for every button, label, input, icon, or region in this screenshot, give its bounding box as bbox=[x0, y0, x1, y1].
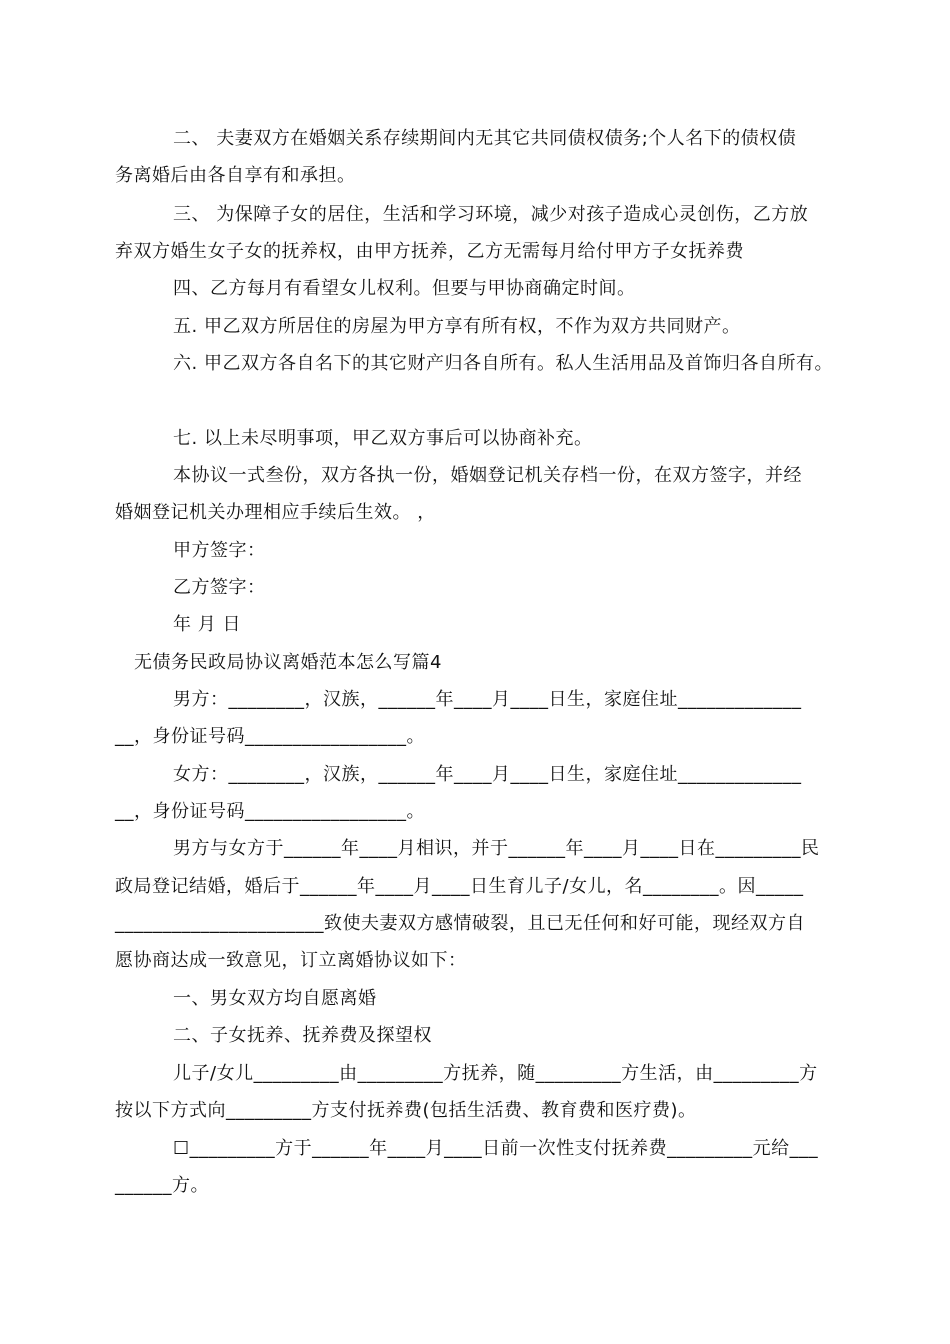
custody-line-2: 按以下方式向_________方支付抚养费(包括生活费、教育费和医疗费)。 bbox=[115, 1100, 697, 1121]
party-b-signature: 乙方签字： bbox=[173, 577, 266, 598]
item-one: 一、男女双方均自愿离婚 bbox=[173, 988, 377, 1009]
custody-line-1: 儿子/女儿_________由_________方抚养，随_________方生活，由_________方 bbox=[173, 1063, 818, 1084]
clause-seven: 七. 以上未尽明事项，甲乙双方事后可以协商补充。 bbox=[173, 428, 593, 449]
party-a-signature: 甲方签字： bbox=[173, 540, 266, 561]
marriage-history-line-2: 政局登记结婚，婚后于______年____月____日生育儿子/女儿，名________。因_____ bbox=[115, 876, 804, 897]
woman-info-line-1: 女方：________，汉族，______年____月____日生，家庭住址_____________ bbox=[173, 764, 802, 785]
item-two-heading: 二、子女抚养、抚养费及探望权 bbox=[173, 1025, 432, 1046]
man-info-line-1: 男方：________，汉族，______年____月____日生，家庭住址_____________ bbox=[173, 689, 802, 710]
man-info-line-2: __，身份证号码_________________。 bbox=[115, 726, 425, 747]
section-title: 无债务民政局协议离婚范本怎么写篇4 bbox=[134, 652, 442, 673]
support-payment-line-1: ☐_________方于______年____月____日前一次性支付抚养费_________元给___ bbox=[173, 1138, 819, 1159]
agreement-copies-line-2: 婚姻登记机关办理相应手续后生效。 ， bbox=[115, 502, 436, 523]
signature-date: 年 月 日 bbox=[173, 614, 241, 635]
clause-six: 六. 甲乙双方各自名下的其它财产归各自所有。私人生活用品及首饰归各自所有。 bbox=[173, 353, 833, 374]
clause-three-line-2: 弃双方婚生女子女的抚养权，由甲方抚养，乙方无需每月给付甲方子女抚养费 bbox=[115, 241, 744, 262]
woman-info-line-2: __，身份证号码_________________。 bbox=[115, 801, 425, 822]
clause-three-line-1: 三、 为保障子女的居住，生活和学习环境，减少对孩子造成心灵创伤，乙方放 bbox=[173, 204, 809, 225]
support-payment-line-2: ______方。 bbox=[115, 1175, 209, 1196]
marriage-history-line-4: 愿协商达成一致意见，订立离婚协议如下： bbox=[115, 950, 467, 971]
clause-two-line-1: 二、 夫妻双方在婚姻关系存续期间内无其它共同债权债务;个人名下的债权债 bbox=[173, 128, 797, 149]
agreement-copies-line-1: 本协议一式叁份，双方各执一份，婚姻登记机关存档一份，在双方签字，并经 bbox=[173, 465, 802, 486]
clause-four: 四、乙方每月有看望女儿权利。但要与甲协商确定时间。 bbox=[173, 278, 636, 299]
clause-five: 五. 甲乙双方所居住的房屋为甲方享有所有权，不作为双方共同财产。 bbox=[173, 316, 741, 337]
clause-two-line-2: 务离婚后由各自享有和承担。 bbox=[115, 165, 356, 186]
marriage-history-line-1: 男方与女方于______年____月相识，并于______年____月____日在_________民 bbox=[173, 838, 820, 859]
marriage-history-line-3: ______________________致使夫妻双方感情破裂，且已无任何和好可能，现经双方自 bbox=[115, 913, 805, 934]
